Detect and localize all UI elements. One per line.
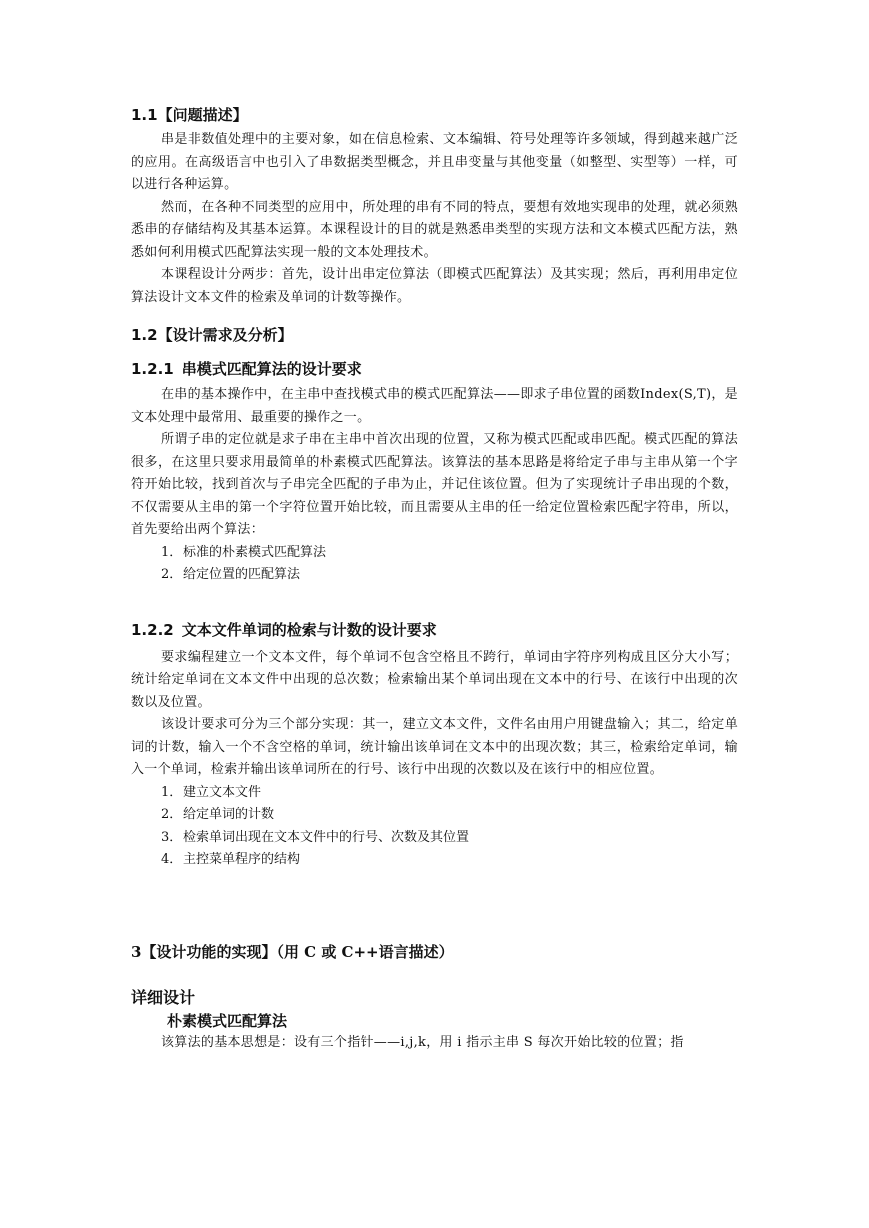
section-1-2-2-heading [131, 619, 738, 641]
detail-paragraph: 该算法的基本思想是：设有三个指针——i,j,k，用 i 指示主串 S 每次开始比较的位置；指 [161, 1034, 684, 1050]
section-3-heading: 3【设计功能的实现】（用 C 或 C++语言描述） [131, 942, 454, 961]
section-1-1-paragraph-2: 然而，在各种不同类型的应用中，所处理的串有不同的特点，要想有效地实现串的处理，就必须熟悉串的存储结构及其基本运算。本课程设计的目的就是熟悉串类型的实现方法和文本模式匹配方法，熟悉如何利用模式匹配算法实现一般的文本处理技术。 [131, 199, 738, 260]
list-item: 3．检索单词出现在文本文件中的行号、次数及其位置 [161, 829, 470, 845]
section-1-2-1-paragraph-2: 所谓子串的定位就是求子串在主串中首次出现的位置，又称为模式匹配或串匹配。模式匹配的算法很多，在这里只要求用最简单的朴素模式匹配算法。该算法的基本思路是将给定子串与主串从第一个字符开始比较，找到首次与子串完全匹配的子串为止，并记住该位置。但为了实现统计子串出现的个数，不仅需要从主串的第一个字符位置开始比较，而且需要从主串的任一给定位置检索匹配字符串，所以，首先要给出两个算法： [131, 432, 738, 537]
document-content [131, 104, 738, 1054]
section-1-2-2-paragraph-1: 要求编程建立一个文本文件，每个单词不包含空格且不跨行，单词由字符序列构成且区分大小写；统计给定单词在文本文件中出现的总次数；检索输出某个单词出现在文本中的行号、在该行中出现的次数以及位置。 [131, 649, 738, 710]
list-item: 2．给定单词的计数 [161, 807, 275, 822]
section-1-2-2-number: 1.2.2 [131, 620, 174, 639]
section-1-2-1-list [131, 542, 738, 587]
list-item: 1．建立文本文件 [161, 784, 262, 800]
section-1-1-paragraph-3: 本课程设计分两步：首先，设计出串定位算法（即模式匹配算法）及其实现；然后，再利用串定位算法设计文本文件的检索及单词的计数等操作。 [131, 267, 738, 305]
section-1-2-1-paragraph-1: 在串的基本操作中，在主串中查找模式串的模式匹配算法——即求子串位置的函数Index(S,T)，是文本处理中最常用、最重要的操作之一。 [131, 387, 738, 425]
detail-heading: 详细设计 [131, 987, 196, 1007]
section-1-2-1-title: 串模式匹配算法的设计要求 [181, 360, 362, 378]
section-1-2-heading: 1.2【设计需求及分析】 [131, 326, 293, 344]
section-1-2-2-title: 文本文件单词的检索与计数的设计要求 [181, 620, 437, 639]
list-item: 1．标准的朴素模式匹配算法 [161, 544, 327, 560]
section-1-2-2-list [131, 782, 738, 872]
detail-subheading: 朴素模式匹配算法 [167, 1011, 288, 1030]
section-1-1-paragraph-1: 串是非数值处理中的主要对象，如在信息检索、文本编辑、符号处理等许多领域，得到越来越广泛的应用。在高级语言中也引入了串数据类型概念，并且串变量与其他变量（如整型、实型等）一样，可以进行各种运算。 [131, 132, 738, 192]
section-1-2-1-number: 1.2.1 [131, 360, 174, 378]
section-1-2-1-heading [131, 358, 738, 380]
section-1-1-heading: 1.1【问题描述】 [131, 106, 248, 124]
list-item: 4．主控菜单程序的结构 [161, 852, 301, 867]
list-item: 2．给定位置的匹配算法 [161, 567, 301, 582]
section-1-2-2-paragraph-2: 该设计要求可分为三个部分实现：其一，建立文本文件，文件名由用户用键盘输入；其二，给定单词的计数，输入一个不含空格的单词，统计输出该单词在文本中的出现次数；其三，检索给定单词，输入一个单词，检索并输出该单词所在的行号、该行中出现的次数以及在该行中的相应位置。 [131, 717, 738, 777]
